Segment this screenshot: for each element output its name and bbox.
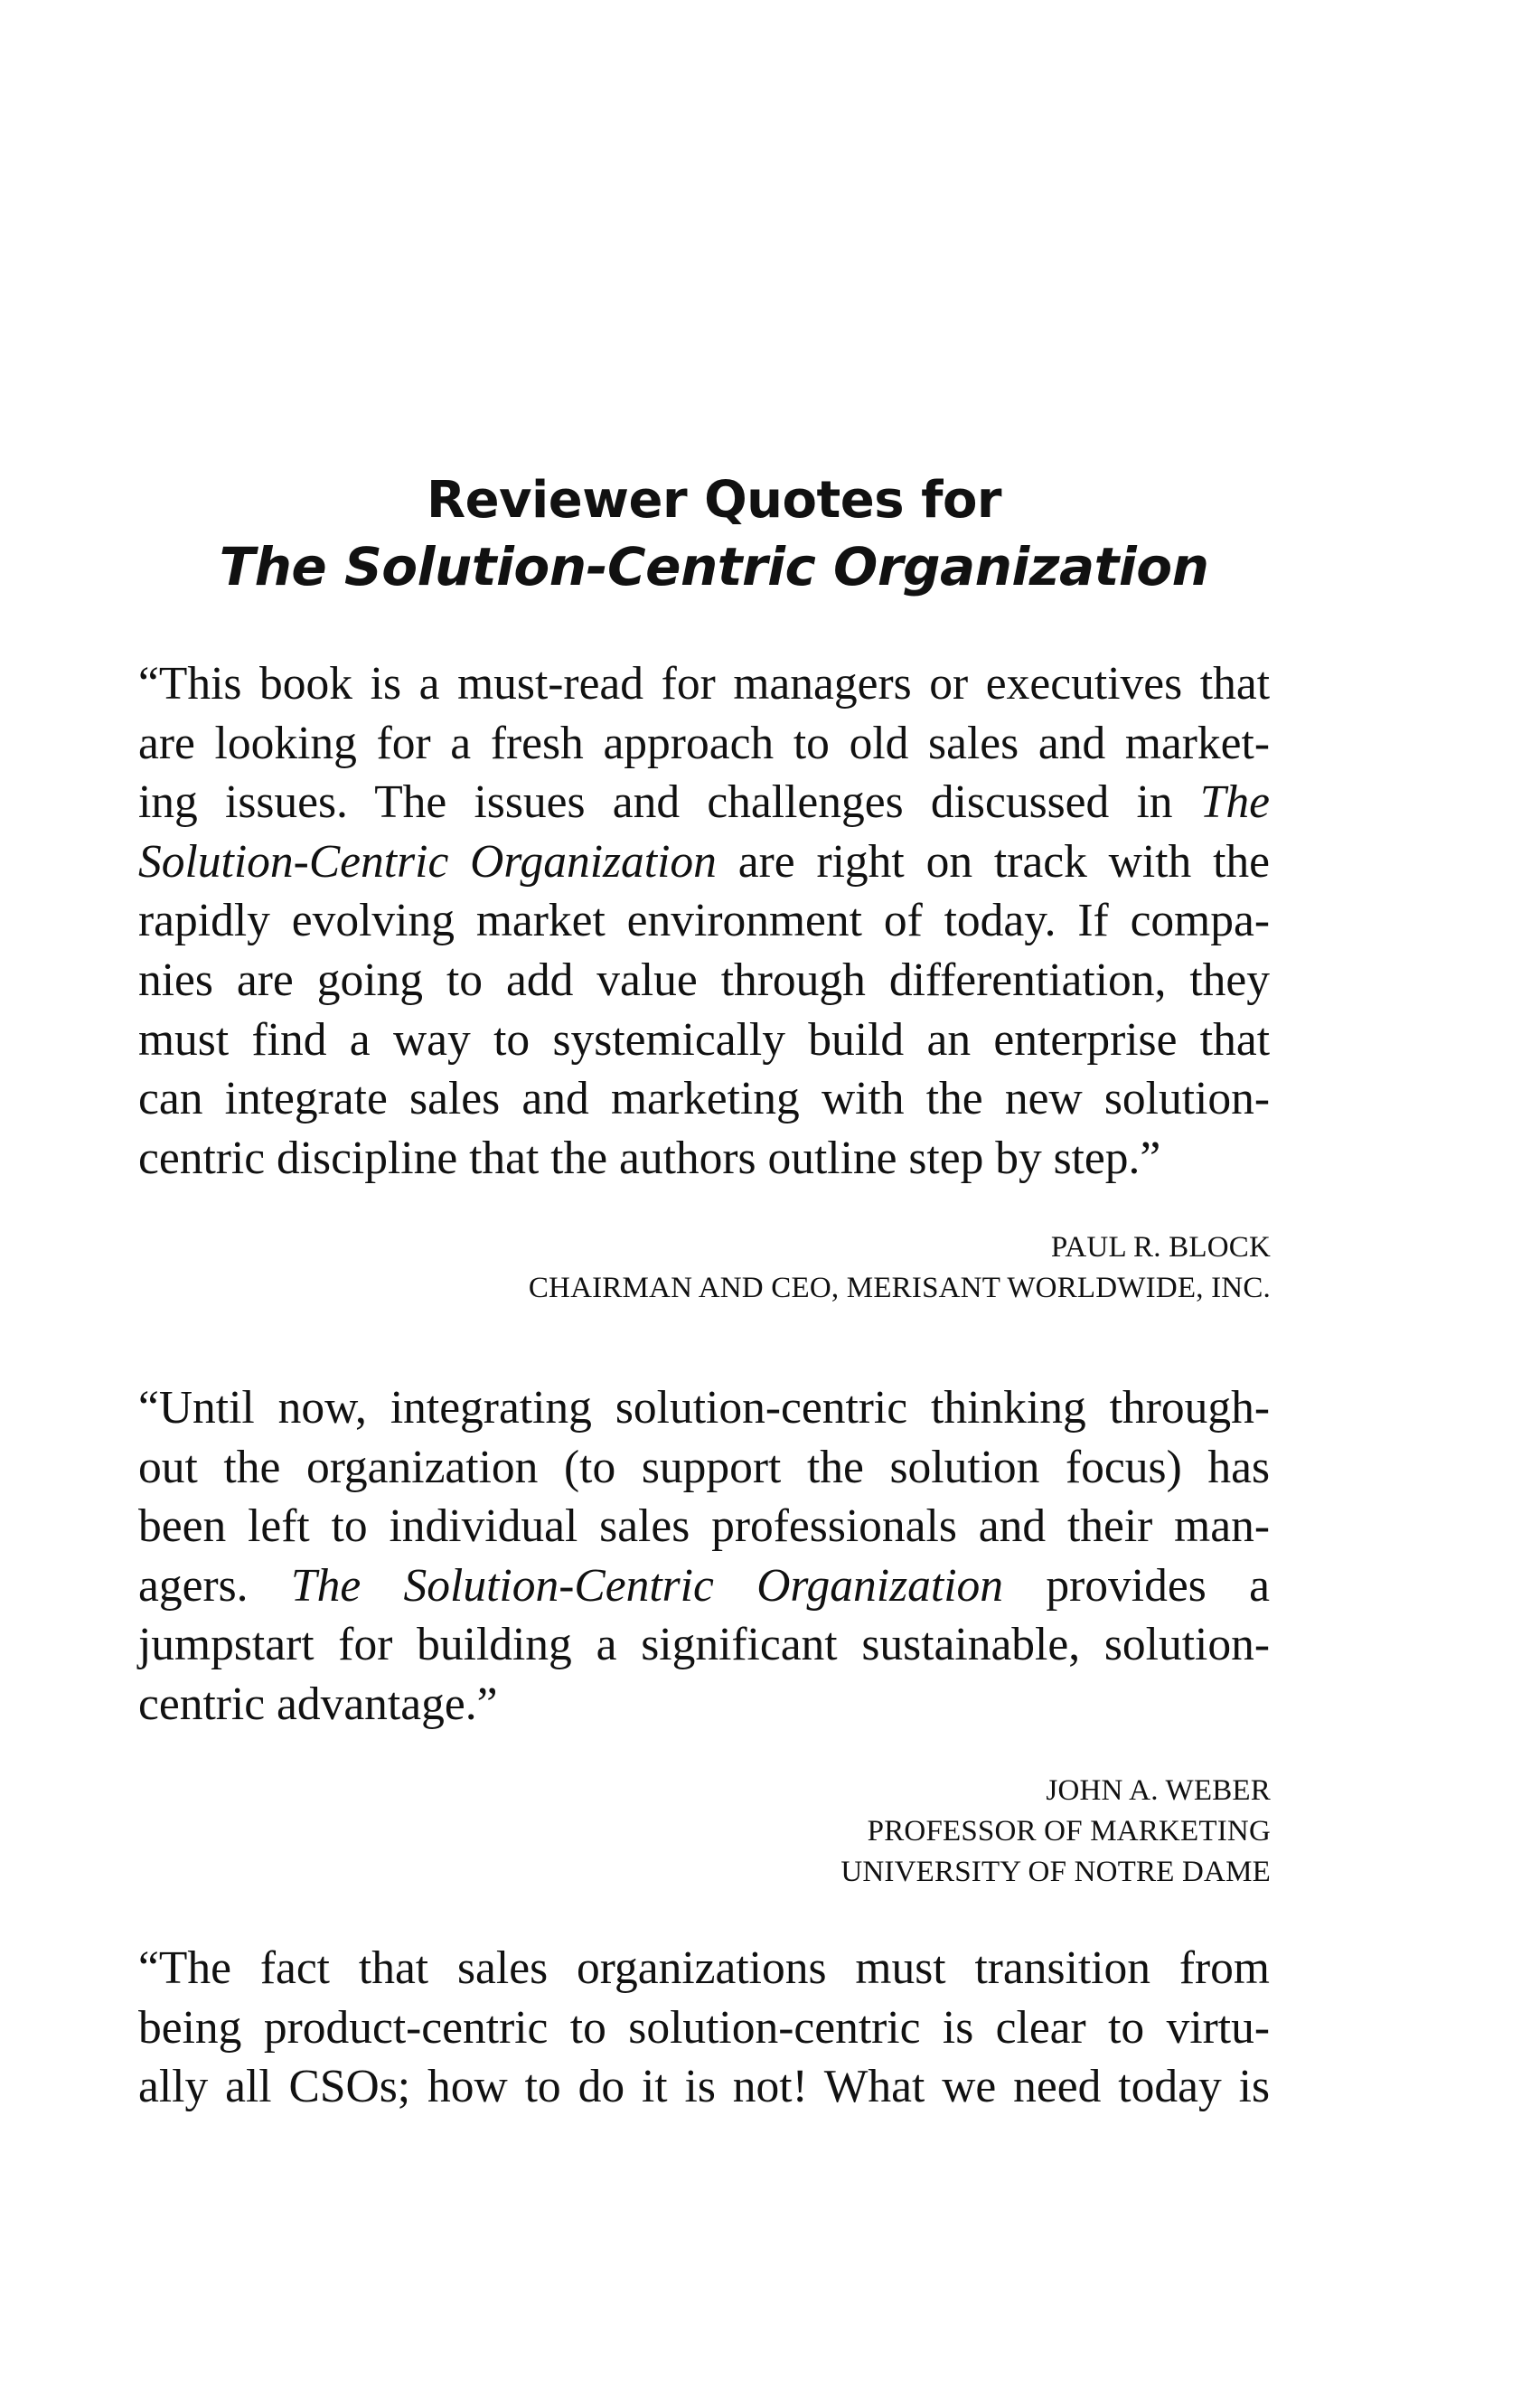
quote-line: “This book is a must-read for managers or executives that [138,658,1270,710]
title-line-2-book-name: The Solution-Centric Organization [219,536,1209,597]
quote-line: centric advantage.” [138,1678,498,1730]
quote-2-attribution [277,1771,1271,1893]
book-title-italic: The Solution-Centric Organization [290,1559,1004,1612]
quote-2-body [138,1378,1270,1735]
reviewer-name: JOHN A. WEBER [1046,1774,1271,1807]
quote-line: agers. The Solution-Centric Organization provides a [138,1559,1271,1612]
quote-1-attribution [277,1227,1271,1309]
quote-line: ally all CSOs; how to do it is not! What we need today is [138,2061,1270,2113]
quote-line: rapidly evolving market environment of today. If compa- [138,895,1270,947]
reviewer-title: CHAIRMAN AND CEO, MERISANT WORLDWIDE, INC. [528,1272,1271,1304]
page-title [0,468,1428,600]
quote-line: “The fact that sales organizations must transition from [138,1942,1270,1994]
quote-line: jumpstart for building a significant sustainable, solution- [138,1619,1270,1671]
reviewer-affiliation: UNIVERSITY OF NOTRE DAME [840,1856,1271,1888]
quote-line: are looking for a fresh approach to old sales and market- [138,717,1270,769]
reviewer-name: PAUL R. BLOCK [1050,1231,1271,1264]
quote-line: “Until now, integrating solution-centric thinking through- [138,1382,1270,1434]
quote-line: centric discipline that the authors outline step by step.” [138,1132,1161,1184]
quote-line: been left to individual sales professionals and their man- [138,1500,1270,1553]
title-line-1: Reviewer Quotes for [426,471,1002,530]
quote-3-body [138,1939,1270,2117]
quote-line: out the organization (to support the solution focus) has [138,1441,1270,1493]
quote-line: ing issues. The issues and challenges discussed in The [138,776,1270,829]
quote-line: nies are going to add value through differentiation, they [138,954,1270,1006]
quote-1-body [138,654,1270,1188]
book-title-italic: The [1199,776,1270,829]
quote-line: being product-centric to solution-centric is clear to virtu- [138,2001,1270,2054]
quote-line: must find a way to systemically build an enterprise that [138,1013,1270,1066]
reviewer-title: PROFESSOR OF MARKETING [867,1815,1271,1848]
book-title-italic: Solution-Centric Organization [138,835,717,888]
quote-line: Solution-Centric Organization are right on track with the [138,835,1270,888]
quote-line: can integrate sales and marketing with the new solution- [138,1073,1270,1125]
